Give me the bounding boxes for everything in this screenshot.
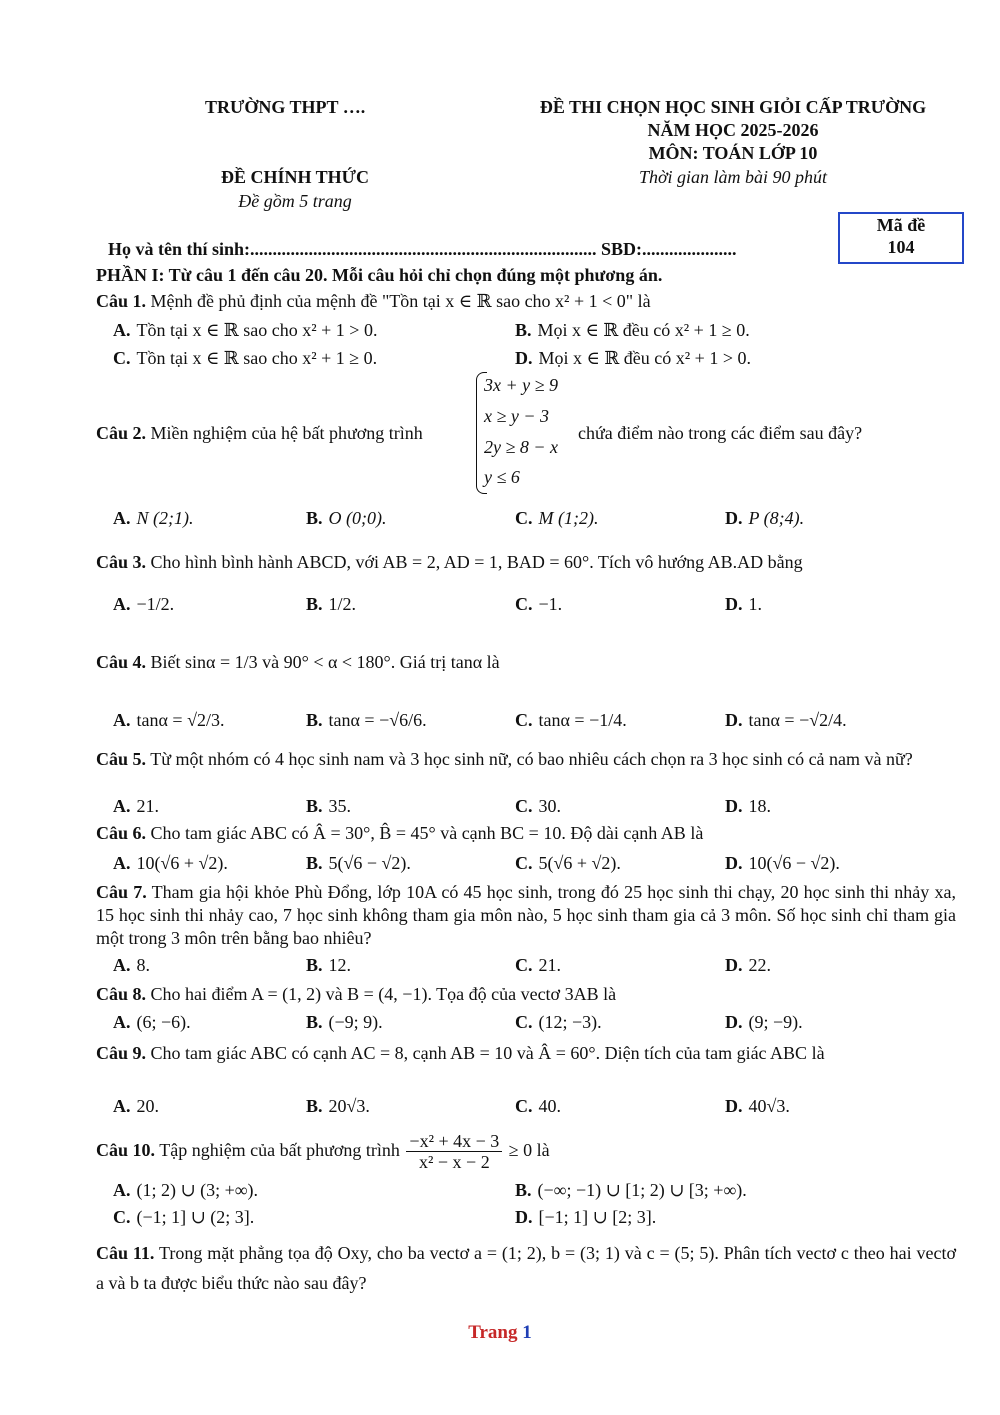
option-text: 5(√6 − √2). [328, 853, 411, 873]
option-text: (12; −3). [538, 1012, 602, 1032]
option-text: (1; 2) ∪ (3; +∞). [136, 1180, 259, 1200]
option-b[interactable] [515, 1178, 747, 1202]
option-text: −1/2. [136, 594, 175, 614]
question-text: Mệnh đề phủ định của mệnh đề "Tồn tại x ∈ ℝ sao cho x² + 1 < 0" là [150, 291, 651, 311]
option-label: D. [725, 1012, 743, 1032]
question-5-options [113, 794, 953, 824]
option-label: C. [113, 348, 131, 368]
question-fraction: 1/3 [234, 652, 258, 672]
option-text: Tồn tại x ∈ ℝ sao cho x² + 1 > 0. [136, 320, 378, 340]
question-7 [96, 881, 956, 950]
option-label: A. [113, 320, 131, 340]
option-c[interactable] [113, 346, 377, 370]
subject: MÔN: TOÁN LỚP 10 [648, 143, 818, 163]
option-a[interactable] [113, 1010, 191, 1034]
option-d[interactable] [515, 346, 751, 370]
option-text: Mọi x ∈ ℝ đều có x² + 1 > 0. [538, 348, 751, 368]
option-text: Mọi x ∈ ℝ đều có x² + 1 ≥ 0. [537, 320, 750, 340]
option-label: B. [306, 853, 323, 873]
question-9-options [113, 1094, 953, 1124]
option-text: tanα = −1/4. [538, 710, 627, 730]
option-text: 20. [136, 1096, 159, 1116]
option-b[interactable] [306, 1010, 383, 1034]
exam-code-box [838, 212, 964, 264]
option-text: 40. [538, 1096, 561, 1116]
question-3-options [113, 592, 953, 622]
option-c[interactable] [515, 506, 598, 530]
question-8-options [113, 1010, 953, 1040]
option-text: tanα = √2/3. [136, 710, 225, 730]
option-label: D. [515, 348, 533, 368]
question-text-after: ≥ 0 là [508, 1140, 550, 1160]
option-c[interactable] [515, 708, 627, 732]
option-c[interactable] [515, 851, 621, 875]
question-text: Cho hình bình hành ABCD, với AB = 2, AD = 1, BAD = 60°. Tích vô hướng AB.AD bằng [150, 552, 803, 572]
option-b[interactable] [306, 506, 387, 530]
option-text: 8. [136, 955, 150, 975]
option-label: C. [515, 796, 533, 816]
option-label: A. [113, 1180, 131, 1200]
school-year: NĂM HỌC 2025-2026 [647, 120, 819, 140]
question-label: Câu 1. [96, 291, 147, 311]
option-d[interactable] [725, 1094, 790, 1118]
option-label: C. [515, 853, 533, 873]
page-number: 1 [522, 1322, 532, 1343]
question-text: Cho tam giác ABC có cạnh AC = 8, cạnh AB = 10 và Â = 60°. Diện tích của tam giác ABC là [150, 1043, 825, 1063]
question-2 [96, 422, 423, 444]
option-a[interactable] [113, 1178, 258, 1202]
option-label: B. [306, 796, 323, 816]
option-d[interactable] [725, 506, 804, 530]
option-label: D. [725, 796, 743, 816]
option-label: B. [306, 710, 323, 730]
question-11 [96, 1238, 956, 1298]
question-text: Trong mặt phẳng tọa độ Oxy, cho ba vectơ a = (1; 2), b = (3; 1) và c = (5; 5). Phân tích vectơ c theo hai vectơ a và b ta được biểu thức nào sau đây? [96, 1243, 956, 1293]
option-text: 1/2. [328, 594, 357, 614]
option-label: D. [725, 710, 743, 730]
question-6-options [113, 851, 953, 881]
system-line-2: x ≥ y − 3 [484, 406, 550, 426]
question-text: Tham gia hội khỏe Phù Đổng, lớp 10A có 45 học sinh, trong đó 25 học sinh thi chạy, 20 học sinh thi nhảy xa, 15 học sinh thi nhảy cao, 7 học sinh không tham gia môn nào, 5 học sinh tham gia cả 3 môn. Số học sinh chỉ tham gia một trong 3 môn trên bằng bao nhiêu? [96, 882, 956, 948]
page-count: Đề gồm 5 trang [238, 191, 352, 211]
question-text: Tập nghiệm của bất phương trình [159, 1140, 400, 1160]
option-text: 40√3. [748, 1096, 790, 1116]
option-text: 1. [748, 594, 762, 614]
option-text: (9; −9). [748, 1012, 803, 1032]
option-text: (−1; 1] ∪ (2; 3]. [136, 1207, 255, 1227]
option-c[interactable] [515, 953, 561, 977]
question-1-options [113, 318, 953, 348]
option-text: 10(√6 − √2). [748, 853, 840, 873]
question-7-options [113, 953, 953, 983]
option-label: A. [113, 853, 131, 873]
option-text: Tồn tại x ∈ ℝ sao cho x² + 1 ≥ 0. [136, 348, 378, 368]
question-label: Câu 9. [96, 1043, 147, 1063]
option-label: A. [113, 1012, 131, 1032]
option-label: B. [306, 594, 323, 614]
fraction-numerator: −x² + 4x − 3 [406, 1131, 502, 1152]
question-label: Câu 6. [96, 823, 147, 843]
option-a[interactable] [113, 318, 377, 342]
question-9 [96, 1042, 956, 1065]
option-label: D. [725, 508, 743, 528]
exam-time: Thời gian làm bài 90 phút [638, 167, 828, 187]
question-label: Câu 11. [96, 1243, 155, 1263]
system-line-3: 2y ≥ 8 − x [484, 437, 559, 457]
option-d[interactable] [725, 592, 762, 616]
option-label: B. [306, 1012, 323, 1032]
option-text: 5(√6 + √2). [538, 853, 621, 873]
option-label: D. [515, 1207, 533, 1227]
section-title: PHẦN I: Từ câu 1 đến câu 20. Mỗi câu hỏi chỉ chọn đúng một phương án. [96, 265, 663, 285]
question-4 [96, 640, 500, 684]
question-text: Từ một nhóm có 4 học sinh nam và 3 học sinh nữ, có bao nhiêu cách chọn ra 3 học sinh có cả nam và nữ? [150, 749, 913, 769]
option-text: (−9; 9). [328, 1012, 383, 1032]
option-text: tanα = −√6/6. [328, 710, 427, 730]
option-text: 20√3. [328, 1096, 370, 1116]
option-label: A. [113, 710, 131, 730]
option-d[interactable] [725, 708, 847, 732]
question-2-options [113, 506, 953, 536]
option-text: O (0;0). [328, 508, 387, 528]
question-8 [96, 983, 956, 1006]
option-label: A. [113, 796, 131, 816]
option-c[interactable] [515, 592, 562, 616]
option-label: A. [113, 508, 131, 528]
option-text: [−1; 1] ∪ [2; 3]. [538, 1207, 657, 1227]
fraction-denominator: x² − x − 2 [419, 1152, 490, 1173]
option-text: −1. [538, 594, 563, 614]
option-c[interactable] [515, 1010, 602, 1034]
question-text: Miền nghiệm của hệ bất phương trình [150, 423, 423, 443]
option-text: N (2;1). [136, 508, 194, 528]
exam-title: ĐỀ THI CHỌN HỌC SINH GIỎI CẤP TRƯỜNG [539, 97, 927, 117]
question-1 [96, 290, 956, 313]
exam-code-label: Mã đề [876, 215, 926, 235]
exam-code-value: 104 [887, 237, 915, 257]
option-text: P (8;4). [748, 508, 805, 528]
question-4-options [113, 708, 953, 738]
option-b[interactable] [306, 708, 427, 732]
option-label: C. [515, 1096, 533, 1116]
option-d[interactable] [725, 851, 840, 875]
option-label: D. [725, 594, 743, 614]
option-b[interactable] [306, 851, 411, 875]
option-label: A. [113, 594, 131, 614]
option-label: C. [515, 1012, 533, 1032]
option-b[interactable] [306, 1094, 370, 1118]
option-a[interactable] [113, 851, 228, 875]
question-text: Biết sinα = [150, 652, 231, 672]
option-b[interactable] [306, 794, 351, 818]
question-label: Câu 5. [96, 749, 147, 769]
option-label: D. [725, 853, 743, 873]
option-label: C. [515, 710, 533, 730]
option-c[interactable] [515, 1094, 561, 1118]
option-text: 18. [748, 796, 771, 816]
option-label: B. [306, 955, 323, 975]
option-label: D. [725, 1096, 743, 1116]
option-b[interactable] [306, 953, 351, 977]
option-text: (−∞; −1) ∪ [1; 2) ∪ [3; +∞). [537, 1180, 747, 1200]
question-3 [96, 551, 956, 574]
option-a[interactable] [113, 794, 159, 818]
option-label: B. [515, 320, 532, 340]
question-label: Câu 7. [96, 882, 147, 902]
question-1-options-2 [113, 346, 953, 376]
page-footer [0, 1322, 1000, 1344]
system-line-4: y ≤ 6 [484, 467, 520, 487]
option-text: 21. [538, 955, 561, 975]
option-label: C. [515, 955, 533, 975]
option-text: (6; −6). [136, 1012, 191, 1032]
option-d[interactable] [725, 1010, 803, 1034]
option-a[interactable] [113, 708, 224, 732]
question-fraction [406, 1131, 502, 1172]
question-10-options [113, 1178, 953, 1208]
question-label: Câu 2. [96, 423, 147, 443]
option-c[interactable] [113, 1205, 254, 1229]
question-text: Cho tam giác ABC có Â = 30°, B̂ = 45° và cạnh BC = 10. Độ dài cạnh AB là [150, 823, 704, 843]
footer-word: Trang [468, 1322, 518, 1343]
option-label: D. [725, 955, 743, 975]
option-label: C. [113, 1207, 131, 1227]
official-label: ĐỀ CHÍNH THỨC [220, 167, 370, 187]
option-c[interactable] [515, 794, 561, 818]
question-label: Câu 8. [96, 984, 147, 1004]
option-b[interactable] [306, 592, 356, 616]
candidate-line: Họ và tên thí sinh:............................................................................. SBD:..................... [108, 239, 737, 259]
option-label: B. [306, 1096, 323, 1116]
question-10-options-2 [113, 1205, 953, 1235]
option-label: A. [113, 955, 131, 975]
option-text: 35. [328, 796, 352, 816]
option-text: 22. [748, 955, 771, 975]
school-name: TRƯỜNG THPT …. [205, 97, 366, 117]
question-text-after: chứa điểm nào trong các điểm sau đây? [578, 423, 863, 443]
question-5 [96, 748, 956, 771]
option-b[interactable] [515, 318, 750, 342]
question-6 [96, 822, 956, 845]
option-text: 10(√6 + √2). [136, 853, 228, 873]
option-label: B. [515, 1180, 532, 1200]
option-d[interactable] [515, 1205, 656, 1229]
option-a[interactable] [113, 1094, 159, 1118]
option-label: C. [515, 508, 533, 528]
option-d[interactable] [725, 794, 771, 818]
option-a[interactable] [113, 953, 150, 977]
question-text: Cho hai điểm A = (1, 2) và B = (4, −1). Tọa độ của vectơ 3AB là [150, 984, 617, 1004]
option-text: M (1;2). [538, 508, 599, 528]
question-label: Câu 3. [96, 552, 147, 572]
option-text: 12. [328, 955, 352, 975]
question-10 [96, 1128, 550, 1172]
option-label: A. [113, 1096, 131, 1116]
question-label: Câu 4. [96, 652, 147, 672]
option-text: 30. [538, 796, 561, 816]
option-text: 21. [136, 796, 159, 816]
question-text-cont: và 90° < α < 180°. Giá trị tanα là [262, 652, 500, 672]
option-label: B. [306, 508, 323, 528]
option-a[interactable] [113, 506, 194, 530]
option-text: tanα = −√2/4. [748, 710, 847, 730]
option-d[interactable] [725, 953, 771, 977]
option-label: C. [515, 594, 533, 614]
question-label: Câu 10. [96, 1140, 156, 1160]
option-a[interactable] [113, 592, 174, 616]
system-line-1: 3x + y ≥ 9 [484, 375, 559, 395]
